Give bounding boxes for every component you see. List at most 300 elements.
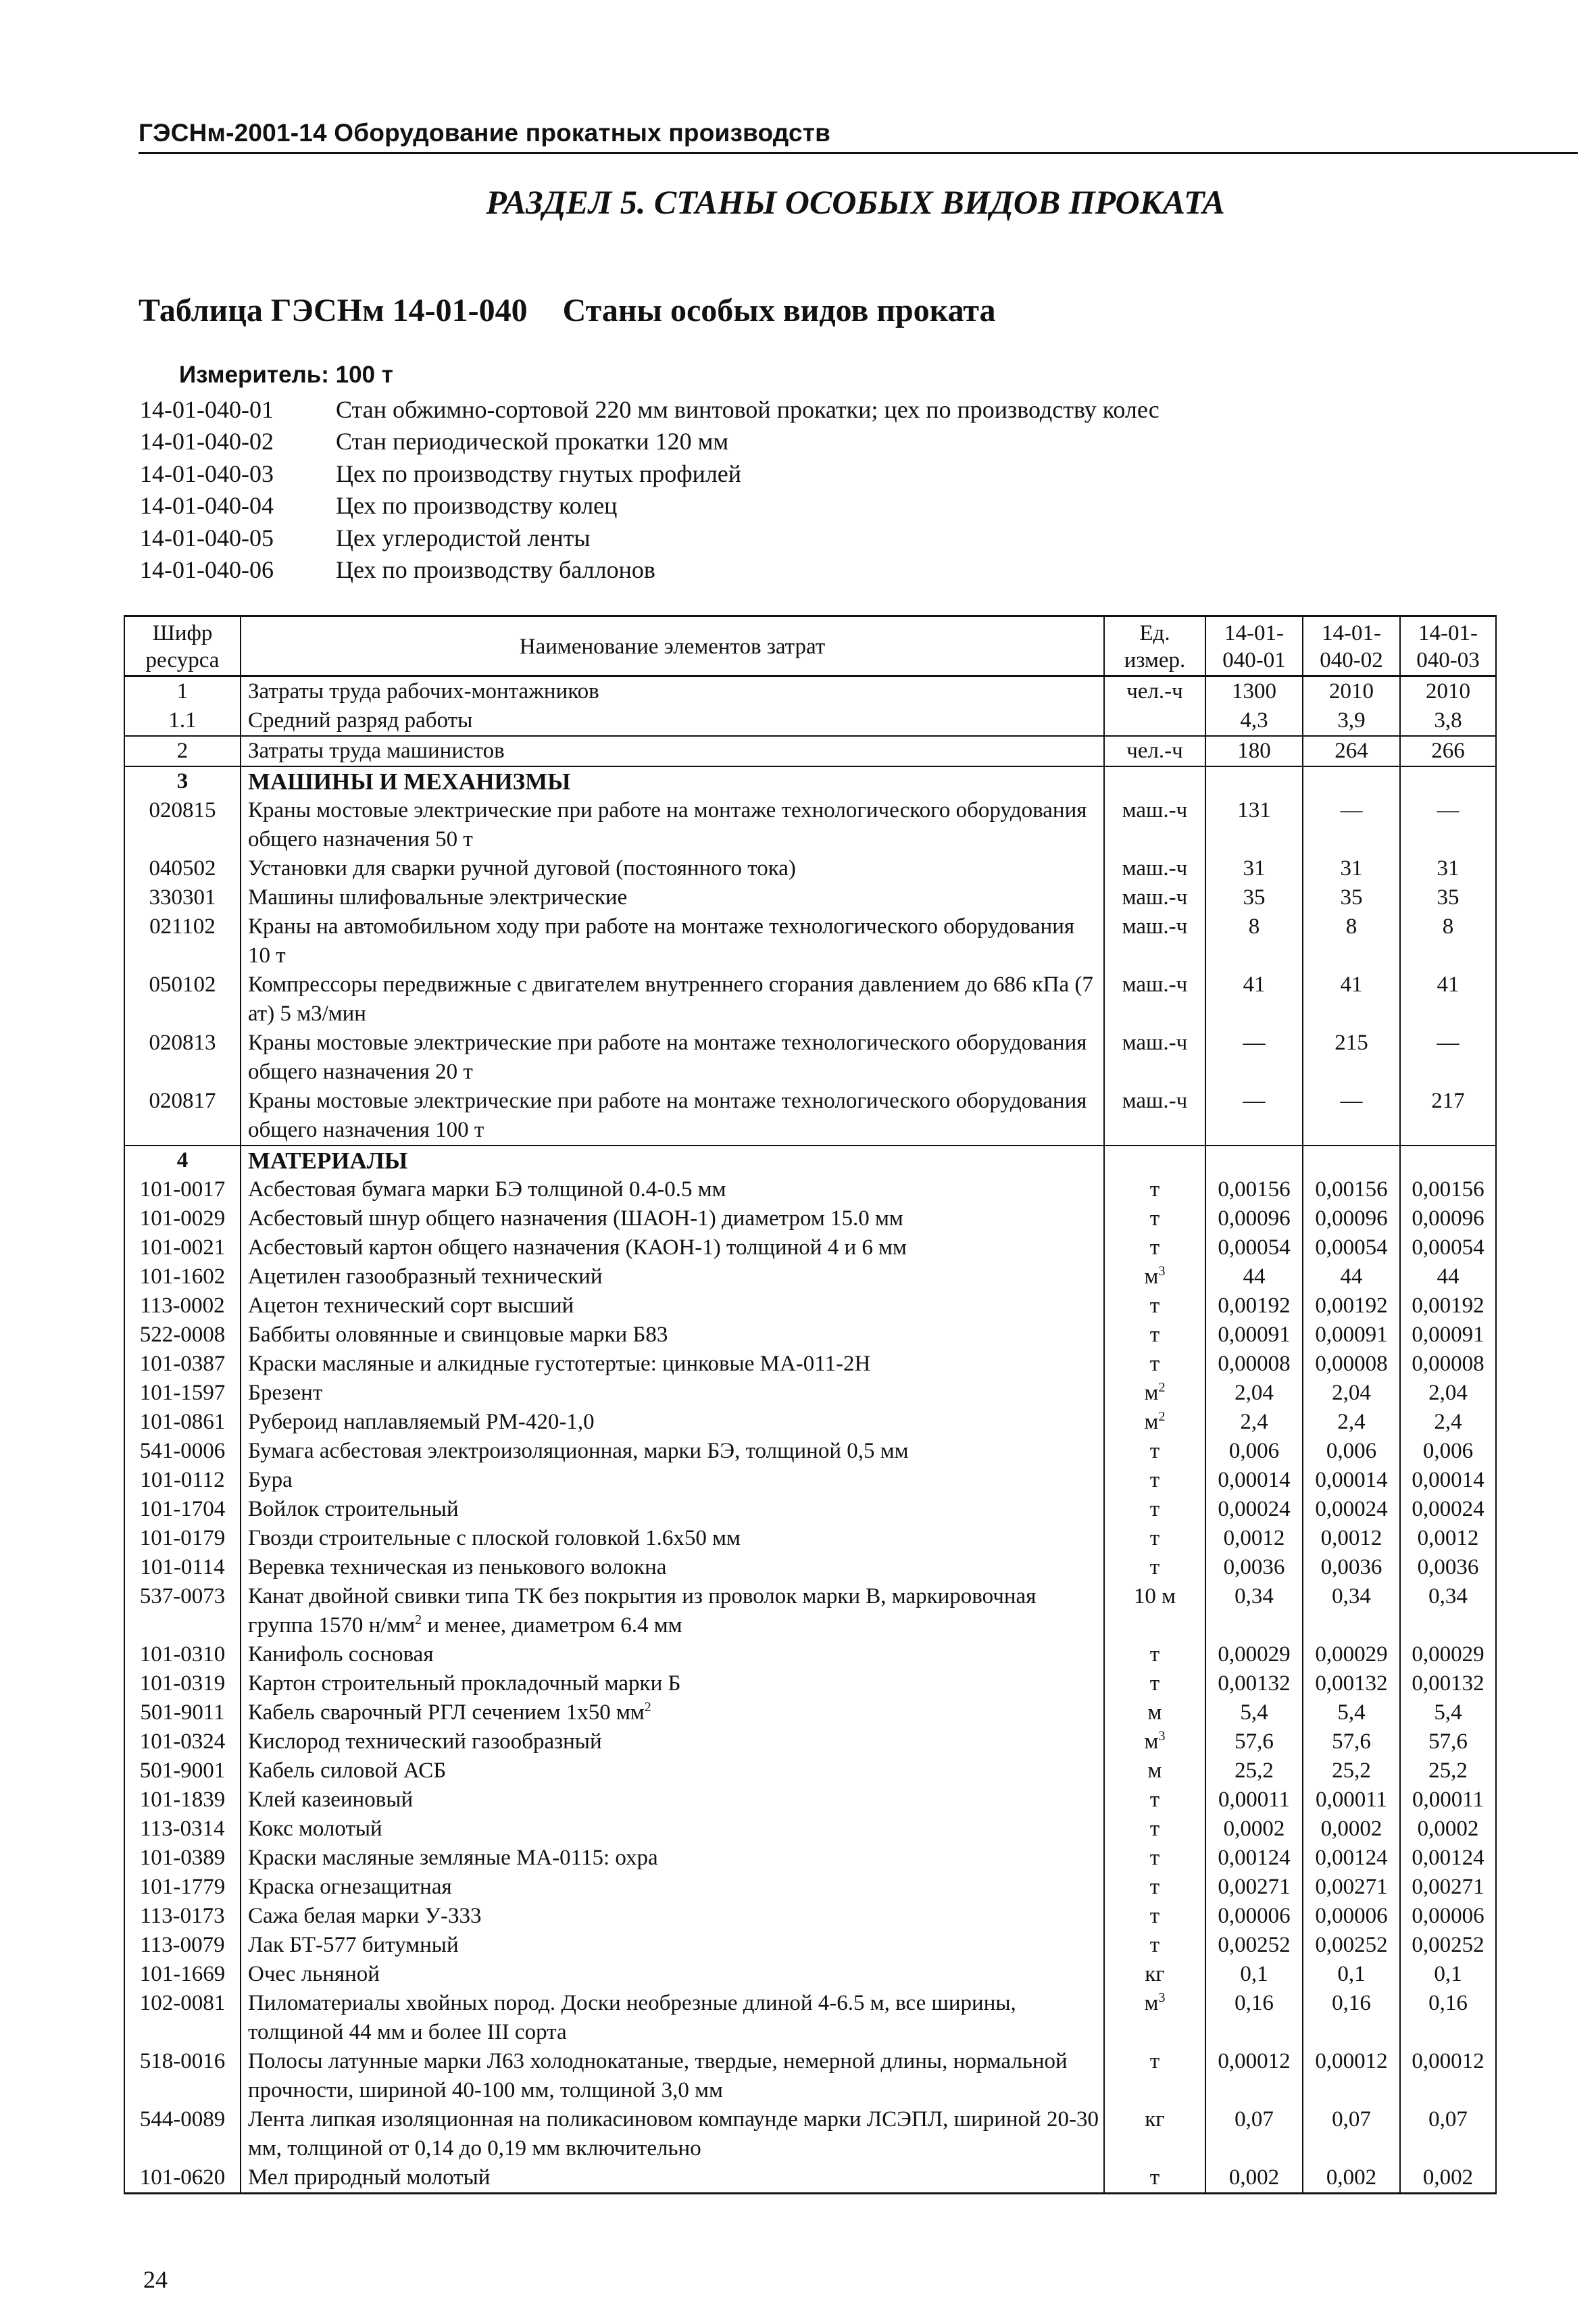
table-row	[124, 1669, 1496, 1698]
value-variant-2: —	[1303, 796, 1400, 854]
resource-code: 101-0114	[124, 1553, 241, 1582]
table-title	[139, 292, 996, 329]
value-variant-2: 0,00054	[1303, 1233, 1400, 1262]
resource-code: 541-0006	[124, 1437, 241, 1466]
value-variant-1: 0,00091	[1205, 1321, 1303, 1350]
resource-code: 518-0016	[124, 2047, 241, 2105]
table-row	[124, 1029, 1496, 1087]
resource-name: Веревка техническая из пенькового волокна	[241, 1553, 1104, 1582]
resource-code: 113-0079	[124, 1931, 241, 1960]
resource-unit: т	[1104, 1553, 1205, 1582]
resource-unit: т	[1104, 1466, 1205, 1495]
value-variant-1	[1205, 1146, 1303, 1175]
resource-name: Краны мостовые электрические при работе на монтаже технологического оборудования общего назначения 50 т	[241, 796, 1104, 854]
value-variant-3: 2,04	[1400, 1379, 1496, 1408]
value-variant-1: —	[1205, 1029, 1303, 1087]
resource-table	[124, 615, 1497, 2194]
header-rule	[139, 152, 1578, 154]
value-variant-1: 0,00008	[1205, 1350, 1303, 1379]
resource-name: Бумага асбестовая электроизоляционная, марки БЭ, толщиной 0,5 мм	[241, 1437, 1104, 1466]
table-row	[124, 2047, 1496, 2105]
page-number: 24	[143, 2266, 168, 2293]
value-variant-1: 0,00012	[1205, 2047, 1303, 2105]
resource-unit	[1104, 1146, 1205, 1175]
table-row	[124, 1727, 1496, 1756]
value-variant-1: 31	[1205, 854, 1303, 883]
header-variant-3: 14-01-040-03	[1400, 616, 1496, 676]
value-variant-2: 5,4	[1303, 1698, 1400, 1727]
unit-label: Измеритель: 100 т	[179, 362, 393, 388]
value-variant-3: 5,4	[1400, 1698, 1496, 1727]
variant-name: Цех по производству баллонов	[336, 556, 655, 584]
value-variant-3: 0,0002	[1400, 1815, 1496, 1844]
table-row	[124, 1873, 1496, 1902]
variant-code: 14-01-040-03	[140, 460, 274, 487]
resource-code: 113-0002	[124, 1291, 241, 1321]
table-row	[124, 1495, 1496, 1524]
resource-name: Полосы латунные марки Л63 холоднокатаные, твердые, немерной длины, нормальной прочности, шириной 40-100 мм, толщиной 3,0 мм	[241, 2047, 1104, 2105]
value-variant-3: 266	[1400, 736, 1496, 766]
resource-unit: $м^2$	[1104, 1379, 1205, 1408]
value-variant-3: 0,00124	[1400, 1844, 1496, 1873]
resource-name: Асбестовая бумага марки БЭ толщиной 0.4-0.5 мм	[241, 1175, 1104, 1204]
value-variant-2: 25,2	[1303, 1756, 1400, 1786]
value-variant-1: 2,04	[1205, 1379, 1303, 1408]
value-variant-3: 0,0012	[1400, 1524, 1496, 1553]
resource-name: Установки для сварки ручной дуговой (постоянного тока)	[241, 854, 1104, 883]
resource-unit: $м^3$	[1104, 1989, 1205, 2047]
table-row	[124, 1960, 1496, 1989]
value-variant-2: 0,00029	[1303, 1640, 1400, 1669]
value-variant-3: 44	[1400, 1262, 1496, 1291]
resource-unit: маш.-ч	[1104, 1029, 1205, 1087]
value-variant-1: 0,00132	[1205, 1669, 1303, 1698]
value-variant-2: 0,006	[1303, 1437, 1400, 1466]
variant-list	[140, 393, 1159, 586]
table-row	[124, 1844, 1496, 1873]
resource-code: 1.1	[124, 706, 241, 736]
section-title: РАЗДЕЛ 5. СТАНЫ ОСОБЫХ ВИДОВ ПРОКАТА	[486, 183, 1225, 221]
value-variant-3: 0,0036	[1400, 1553, 1496, 1582]
resource-code: 1	[124, 676, 241, 707]
resource-name: Мел природный молотый	[241, 2163, 1104, 2194]
table-row	[124, 1640, 1496, 1669]
resource-name: Кислород технический газообразный	[241, 1727, 1104, 1756]
value-variant-1: 25,2	[1205, 1756, 1303, 1786]
resource-name: МАТЕРИАЛЫ	[241, 1146, 1104, 1175]
resource-code: 3	[124, 766, 241, 796]
variant-item	[140, 458, 1159, 490]
resource-unit: маш.-ч	[1104, 912, 1205, 970]
variant-code: 14-01-040-01	[140, 395, 274, 423]
table-row	[124, 1786, 1496, 1815]
resource-code: 522-0008	[124, 1321, 241, 1350]
value-variant-2: 0,00156	[1303, 1175, 1400, 1204]
variant-item	[140, 490, 1159, 522]
value-variant-2: 0,34	[1303, 1582, 1400, 1640]
table-row	[124, 1524, 1496, 1553]
resource-code: 040502	[124, 854, 241, 883]
value-variant-3: 0,00014	[1400, 1466, 1496, 1495]
value-variant-1: 0,00054	[1205, 1233, 1303, 1262]
value-variant-2: 2,04	[1303, 1379, 1400, 1408]
variant-name: Стан периодической прокатки 120 мм	[336, 428, 729, 456]
resource-name: Асбестовый шнур общего назначения (ШАОН-1) диаметром 15.0 мм	[241, 1204, 1104, 1233]
resource-code: 102-0081	[124, 1989, 241, 2047]
value-variant-1: 0,00014	[1205, 1466, 1303, 1495]
resource-unit: т	[1104, 1524, 1205, 1553]
value-variant-2: 0,00006	[1303, 1902, 1400, 1931]
variant-item	[140, 522, 1159, 554]
value-variant-2: 8	[1303, 912, 1400, 970]
resource-unit: $м^3$	[1104, 1727, 1205, 1756]
running-title: ГЭСНм-2001-14 Оборудование прокатных производств	[139, 119, 831, 147]
resource-unit: 10 м	[1104, 1582, 1205, 1640]
value-variant-3: —	[1400, 1029, 1496, 1087]
resource-name: Очес льняной	[241, 1960, 1104, 1989]
resource-unit: маш.-ч	[1104, 970, 1205, 1029]
value-variant-1: 0,00124	[1205, 1844, 1303, 1873]
value-variant-1: 0,1	[1205, 1960, 1303, 1989]
resource-name: Кабель сварочный РГЛ сечением 1х50 $мм^2$	[241, 1698, 1104, 1727]
value-variant-1: 0,16	[1205, 1989, 1303, 2047]
value-variant-3: 0,00008	[1400, 1350, 1496, 1379]
value-variant-2: 0,0002	[1303, 1815, 1400, 1844]
table-row	[124, 2105, 1496, 2163]
value-variant-1: 4,3	[1205, 706, 1303, 736]
variant-item	[140, 393, 1159, 426]
resource-unit: кг	[1104, 2105, 1205, 2163]
table-row	[124, 1146, 1496, 1175]
variant-name: Цех по производству гнутых профилей	[336, 460, 742, 487]
value-variant-2: 35	[1303, 883, 1400, 912]
value-variant-2: 2010	[1303, 676, 1400, 707]
resource-unit: чел.-ч	[1104, 676, 1205, 707]
value-variant-1: 0,00011	[1205, 1786, 1303, 1815]
table-row	[124, 766, 1496, 796]
value-variant-2: 0,07	[1303, 2105, 1400, 2163]
value-variant-2: 0,1	[1303, 1960, 1400, 1989]
table-row	[124, 1087, 1496, 1146]
value-variant-2: 0,00014	[1303, 1466, 1400, 1495]
resource-unit: т	[1104, 1902, 1205, 1931]
resource-unit: т	[1104, 2163, 1205, 2194]
table-row	[124, 2163, 1496, 2194]
value-variant-1: —	[1205, 1087, 1303, 1146]
value-variant-2: 0,00008	[1303, 1350, 1400, 1379]
resource-name: Краны мостовые электрические при работе на монтаже технологического оборудования общего назначения 20 т	[241, 1029, 1104, 1087]
resource-code: 050102	[124, 970, 241, 1029]
resource-name: Лак БТ-577 битумный	[241, 1931, 1104, 1960]
value-variant-1: 0,00192	[1205, 1291, 1303, 1321]
table-name: Станы особых видов проката	[562, 293, 996, 328]
resource-unit: т	[1104, 1786, 1205, 1815]
resource-unit: чел.-ч	[1104, 736, 1205, 766]
value-variant-2: 215	[1303, 1029, 1400, 1087]
resource-name: Краски масляные земляные МА-0115: охра	[241, 1844, 1104, 1873]
value-variant-1	[1205, 766, 1303, 796]
table-row	[124, 676, 1496, 707]
resource-name: Пиломатериалы хвойных пород. Доски необрезные длиной 4-6.5 м, все ширины, толщиной 44 мм и более III сорта	[241, 1989, 1104, 2047]
resource-name: Краска огнезащитная	[241, 1873, 1104, 1902]
resource-unit: м	[1104, 1756, 1205, 1786]
resource-code: 101-0310	[124, 1640, 241, 1669]
resource-name: Затраты труда рабочих-монтажников	[241, 676, 1104, 707]
resource-code: 544-0089	[124, 2105, 241, 2163]
resource-unit: т	[1104, 1931, 1205, 1960]
table-row	[124, 1379, 1496, 1408]
resource-unit: т	[1104, 1437, 1205, 1466]
variant-name: Цех по производству колец	[336, 492, 618, 520]
table-row	[124, 1175, 1496, 1204]
value-variant-2: 44	[1303, 1262, 1400, 1291]
table-row	[124, 1321, 1496, 1350]
value-variant-2: 41	[1303, 970, 1400, 1029]
value-variant-1: 0,0012	[1205, 1524, 1303, 1553]
value-variant-1: 0,00024	[1205, 1495, 1303, 1524]
resource-unit: маш.-ч	[1104, 1087, 1205, 1146]
variant-item	[140, 554, 1159, 587]
value-variant-3: 0,16	[1400, 1989, 1496, 2047]
value-variant-1: 0,07	[1205, 2105, 1303, 2163]
value-variant-3	[1400, 1146, 1496, 1175]
resource-code: 021102	[124, 912, 241, 970]
value-variant-1: 180	[1205, 736, 1303, 766]
table-row	[124, 1815, 1496, 1844]
table-header-row	[124, 616, 1496, 676]
value-variant-2: 0,00011	[1303, 1786, 1400, 1815]
value-variant-3: 0,00252	[1400, 1931, 1496, 1960]
resource-name: Брезент	[241, 1379, 1104, 1408]
value-variant-3: 0,00029	[1400, 1640, 1496, 1669]
variant-code: 14-01-040-02	[140, 428, 274, 456]
value-variant-2: —	[1303, 1087, 1400, 1146]
value-variant-3: 8	[1400, 912, 1496, 970]
value-variant-3: 0,00192	[1400, 1291, 1496, 1321]
resource-unit: маш.-ч	[1104, 796, 1205, 854]
resource-unit: т	[1104, 1873, 1205, 1902]
value-variant-3: 0,00006	[1400, 1902, 1496, 1931]
resource-name: МАШИНЫ И МЕХАНИЗМЫ	[241, 766, 1104, 796]
resource-name: Канат двойной свивки типа ТК без покрытия из проволок марки В, маркировочная группа 1570 $н/мм^2$ и менее, диаметром 6.4 мм	[241, 1582, 1104, 1640]
table-row	[124, 1291, 1496, 1321]
resource-code: 101-0620	[124, 2163, 241, 2194]
resource-unit: маш.-ч	[1104, 854, 1205, 883]
value-variant-2: 0,00124	[1303, 1844, 1400, 1873]
resource-code: 101-0021	[124, 1233, 241, 1262]
table-row	[124, 736, 1496, 766]
resource-code: 101-1597	[124, 1379, 241, 1408]
value-variant-2: 0,0036	[1303, 1553, 1400, 1582]
variant-code: 14-01-040-06	[140, 556, 274, 584]
resource-code: 101-0179	[124, 1524, 241, 1553]
value-variant-3: 2010	[1400, 676, 1496, 707]
table-row	[124, 1204, 1496, 1233]
value-variant-2: 0,00252	[1303, 1931, 1400, 1960]
value-variant-3: 0,002	[1400, 2163, 1496, 2194]
resource-name: Клей казеиновый	[241, 1786, 1104, 1815]
variant-code: 14-01-040-04	[140, 492, 274, 520]
value-variant-3: 0,00156	[1400, 1175, 1496, 1204]
value-variant-2	[1303, 766, 1400, 796]
resource-unit: т	[1104, 1233, 1205, 1262]
table-row	[124, 1931, 1496, 1960]
value-variant-2: 31	[1303, 854, 1400, 883]
resource-name: Ацетилен газообразный технический	[241, 1262, 1104, 1291]
resource-unit: маш.-ч	[1104, 883, 1205, 912]
resource-code: 4	[124, 1146, 241, 1175]
resource-unit: т	[1104, 1815, 1205, 1844]
header-code: Шифр ресурса	[124, 616, 241, 676]
value-variant-3: 57,6	[1400, 1727, 1496, 1756]
resource-name: Рубероид наплавляемый РМ-420-1,0	[241, 1408, 1104, 1437]
table-row	[124, 796, 1496, 854]
resource-code: 113-0314	[124, 1815, 241, 1844]
resource-unit	[1104, 766, 1205, 796]
variant-name: Стан обжимно-сортовой 220 мм винтовой прокатки; цех по производству колес	[336, 395, 1159, 423]
value-variant-1: 0,0002	[1205, 1815, 1303, 1844]
resource-name: Баббиты оловянные и свинцовые марки Б83	[241, 1321, 1104, 1350]
value-variant-2: 0,002	[1303, 2163, 1400, 2194]
value-variant-3: 217	[1400, 1087, 1496, 1146]
resource-name: Войлок строительный	[241, 1495, 1104, 1524]
resource-name: Краски масляные и алкидные густотертые: цинковые МА-011-2Н	[241, 1350, 1104, 1379]
value-variant-3: 2,4	[1400, 1408, 1496, 1437]
header-variant-1: 14-01-040-01	[1205, 616, 1303, 676]
resource-name: Затраты труда машинистов	[241, 736, 1104, 766]
value-variant-3: 25,2	[1400, 1756, 1496, 1786]
table-row	[124, 1408, 1496, 1437]
resource-unit: т	[1104, 1350, 1205, 1379]
value-variant-3: 35	[1400, 883, 1496, 912]
resource-name: Машины шлифовальные электрические	[241, 883, 1104, 912]
resource-code: 101-0324	[124, 1727, 241, 1756]
table-row	[124, 1350, 1496, 1379]
resource-code: 101-1704	[124, 1495, 241, 1524]
value-variant-1: 0,00252	[1205, 1931, 1303, 1960]
table-row	[124, 1698, 1496, 1727]
variant-item	[140, 426, 1159, 458]
header-unit: Ед. измер.	[1104, 616, 1205, 676]
value-variant-3: 0,00024	[1400, 1495, 1496, 1524]
value-variant-2: 0,00132	[1303, 1669, 1400, 1698]
resource-code: 113-0173	[124, 1902, 241, 1931]
value-variant-1: 0,00271	[1205, 1873, 1303, 1902]
resource-code: 330301	[124, 883, 241, 912]
resource-code: 101-0861	[124, 1408, 241, 1437]
resource-code: 101-0017	[124, 1175, 241, 1204]
resource-name: Сажа белая марки У-333	[241, 1902, 1104, 1931]
value-variant-1: 8	[1205, 912, 1303, 970]
resource-unit: т	[1104, 2047, 1205, 2105]
resource-code: 101-0319	[124, 1669, 241, 1698]
table-row	[124, 1582, 1496, 1640]
variant-name: Цех углеродистой ленты	[336, 524, 591, 551]
table-row	[124, 883, 1496, 912]
value-variant-3: 3,8	[1400, 706, 1496, 736]
resource-unit: т	[1104, 1321, 1205, 1350]
resource-unit: т	[1104, 1204, 1205, 1233]
value-variant-2: 264	[1303, 736, 1400, 766]
resource-unit: т	[1104, 1291, 1205, 1321]
value-variant-1: 0,0036	[1205, 1553, 1303, 1582]
value-variant-3: 0,07	[1400, 2105, 1496, 2163]
table-body	[124, 676, 1496, 2194]
resource-code: 101-0029	[124, 1204, 241, 1233]
value-variant-2: 0,00192	[1303, 1291, 1400, 1321]
resource-code: 020813	[124, 1029, 241, 1087]
table-row	[124, 1989, 1496, 2047]
value-variant-3: 41	[1400, 970, 1496, 1029]
value-variant-1: 0,34	[1205, 1582, 1303, 1640]
value-variant-3: 0,1	[1400, 1960, 1496, 1989]
resource-name: Кабель силовой АСБ	[241, 1756, 1104, 1786]
variant-code: 14-01-040-05	[140, 524, 274, 551]
value-variant-1: 131	[1205, 796, 1303, 854]
resource-name: Ацетон технический сорт высший	[241, 1291, 1104, 1321]
resource-unit: м	[1104, 1698, 1205, 1727]
resource-unit: $м^2$	[1104, 1408, 1205, 1437]
resource-name: Лента липкая изоляционная на поликасиновом компаунде марки ЛСЭПЛ, шириной 20-30 мм, толщиной от 0,14 до 0,19 мм включительно	[241, 2105, 1104, 2163]
value-variant-2	[1303, 1146, 1400, 1175]
resource-unit: т	[1104, 1669, 1205, 1698]
value-variant-3: 0,00054	[1400, 1233, 1496, 1262]
resource-code: 101-0389	[124, 1844, 241, 1873]
resource-code: 020817	[124, 1087, 241, 1146]
resource-name: Средний разряд работы	[241, 706, 1104, 736]
table-row	[124, 1902, 1496, 1931]
resource-name: Бура	[241, 1466, 1104, 1495]
value-variant-3: 0,00132	[1400, 1669, 1496, 1698]
resource-name: Гвозди строительные с плоской головкой 1.6x50 мм	[241, 1524, 1104, 1553]
value-variant-3	[1400, 766, 1496, 796]
value-variant-1: 0,00156	[1205, 1175, 1303, 1204]
table-row	[124, 1466, 1496, 1495]
value-variant-3: 0,00012	[1400, 2047, 1496, 2105]
value-variant-1: 44	[1205, 1262, 1303, 1291]
value-variant-2: 0,16	[1303, 1989, 1400, 2047]
value-variant-2: 0,0012	[1303, 1524, 1400, 1553]
value-variant-1: 5,4	[1205, 1698, 1303, 1727]
resource-code: 537-0073	[124, 1582, 241, 1640]
value-variant-1: 2,4	[1205, 1408, 1303, 1437]
resource-code: 2	[124, 736, 241, 766]
value-variant-1: 57,6	[1205, 1727, 1303, 1756]
resource-name: Асбестовый картон общего назначения (КАОН-1) толщиной 4 и 6 мм	[241, 1233, 1104, 1262]
resource-unit	[1104, 706, 1205, 736]
resource-code: 101-0387	[124, 1350, 241, 1379]
resource-unit: т	[1104, 1495, 1205, 1524]
value-variant-1: 0,00029	[1205, 1640, 1303, 1669]
value-variant-2: 0,00024	[1303, 1495, 1400, 1524]
value-variant-1: 0,00006	[1205, 1902, 1303, 1931]
value-variant-1: 1300	[1205, 676, 1303, 707]
header-name: Наименование элементов затрат	[241, 616, 1104, 676]
resource-unit: кг	[1104, 1960, 1205, 1989]
value-variant-3: 31	[1400, 854, 1496, 883]
table-code: Таблица ГЭСНм 14-01-040	[139, 293, 528, 328]
value-variant-2: 57,6	[1303, 1727, 1400, 1756]
value-variant-1: 0,002	[1205, 2163, 1303, 2194]
resource-unit: т	[1104, 1844, 1205, 1873]
table-row	[124, 706, 1496, 736]
table-row	[124, 1756, 1496, 1786]
resource-name: Краны мостовые электрические при работе на монтаже технологического оборудования общего назначения 100 т	[241, 1087, 1104, 1146]
value-variant-1: 35	[1205, 883, 1303, 912]
resource-name: Краны на автомобильном ходу при работе на монтаже технологического оборудования 10 т	[241, 912, 1104, 970]
resource-code: 101-1602	[124, 1262, 241, 1291]
resource-code: 020815	[124, 796, 241, 854]
